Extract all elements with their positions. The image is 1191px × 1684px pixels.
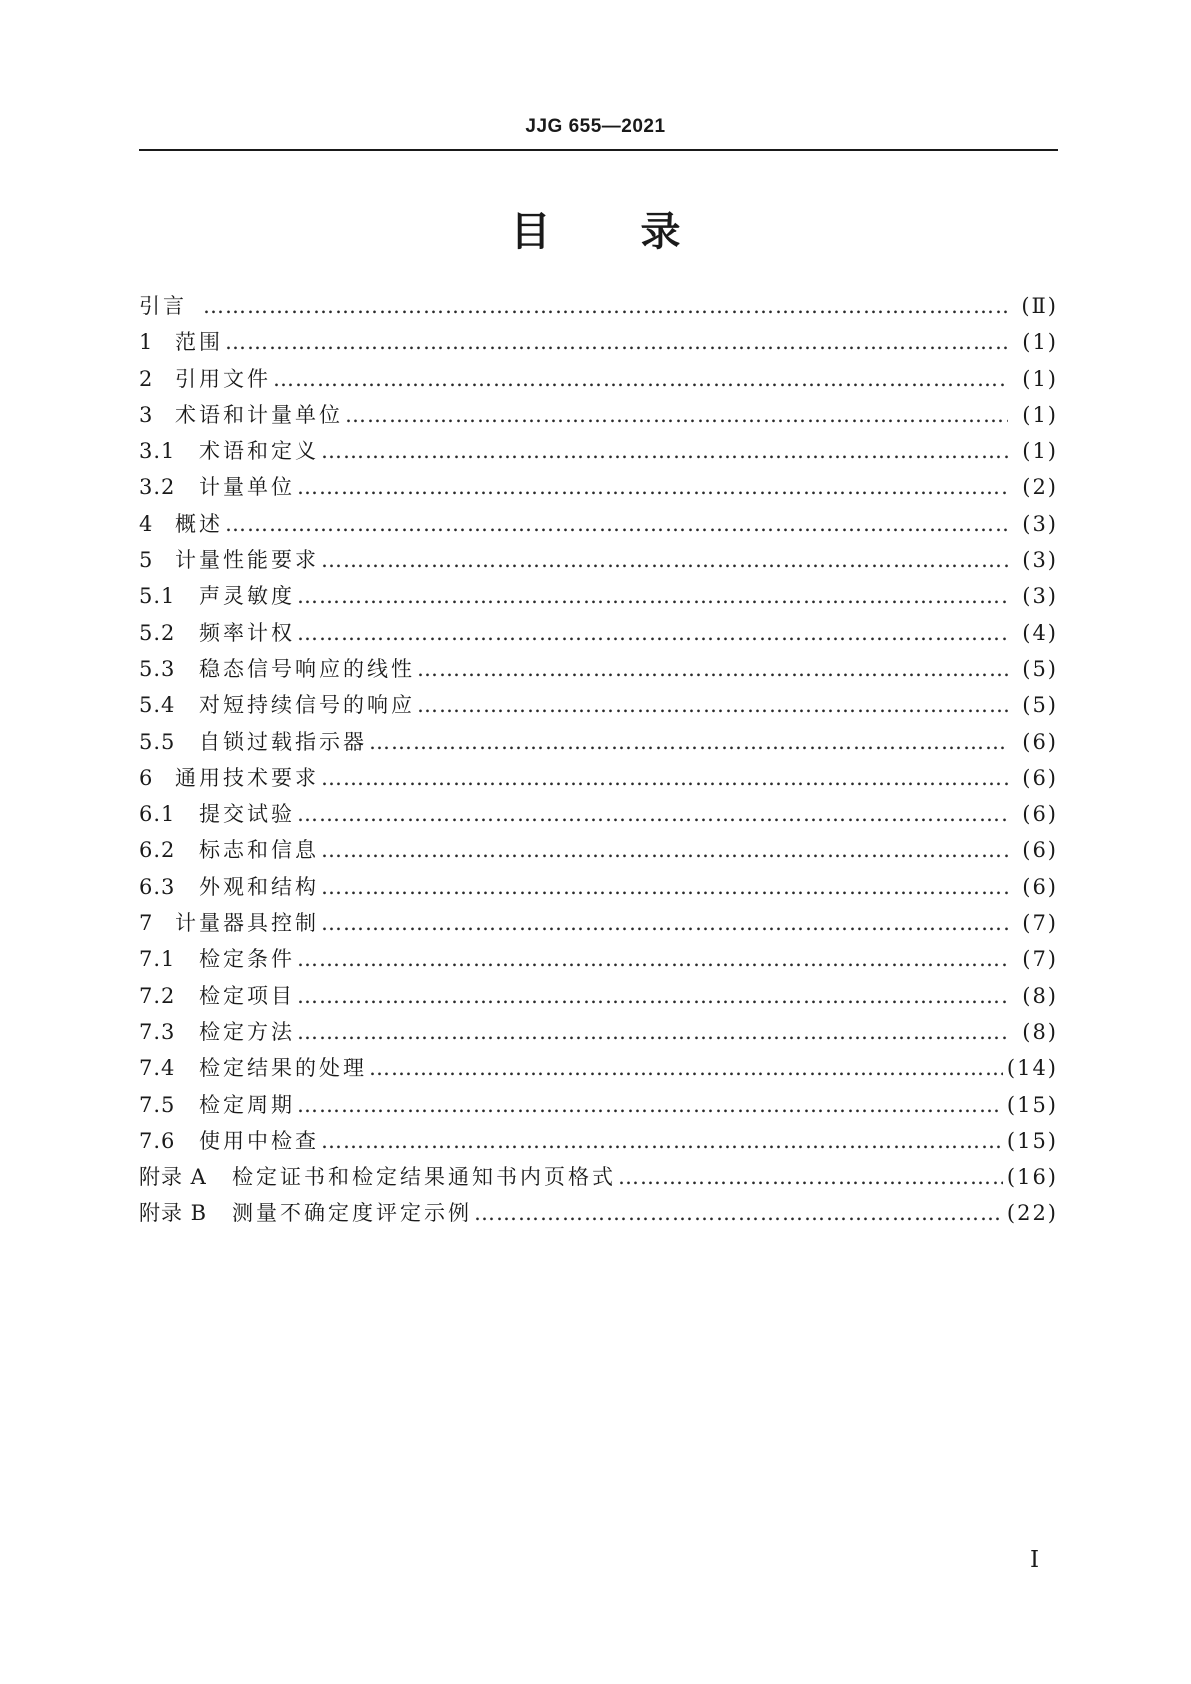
toc-entry[interactable] xyxy=(139,687,1058,723)
toc-entry-number: 附录 A xyxy=(139,1165,207,1190)
toc-entry-page: (14) xyxy=(1006,1056,1058,1081)
toc-entry-page: (6) xyxy=(1022,874,1058,899)
toc-entry-number: 6.2 xyxy=(139,838,176,863)
toc-entry-label: 检定结果的处理 xyxy=(199,1056,367,1081)
toc-entry-number: 7.1 xyxy=(139,947,176,972)
toc-dot-leader xyxy=(321,905,1008,941)
toc-entry-page: (2) xyxy=(1022,475,1058,500)
toc-entry-number: 4 xyxy=(139,511,154,536)
toc-entry-label: 计量性能要求 xyxy=(175,548,319,573)
toc-entry-page: (6) xyxy=(1022,729,1058,754)
page-title-right: 录 xyxy=(640,209,681,255)
toc-entry[interactable] xyxy=(139,578,1058,614)
toc-entry-number: 3 xyxy=(139,402,154,427)
toc-entry-number: 2 xyxy=(139,366,154,391)
toc-dot-leader xyxy=(297,1014,1008,1050)
toc-entry-number: 5.5 xyxy=(139,729,176,754)
toc-entry-label: 检定条件 xyxy=(199,947,295,972)
toc-entry[interactable] xyxy=(139,941,1058,977)
toc-entry[interactable] xyxy=(139,615,1058,651)
toc-entry[interactable] xyxy=(139,1195,1058,1231)
toc-entry-page: (1) xyxy=(1022,330,1058,355)
toc-entry-label: 概述 xyxy=(175,511,223,536)
toc-entry-page: (8) xyxy=(1022,983,1058,1008)
toc-entry-number: 7.5 xyxy=(139,1092,176,1117)
toc-dot-leader xyxy=(297,796,1008,832)
toc-entry-page: (1) xyxy=(1022,402,1058,427)
toc-entry-number: 1 xyxy=(139,330,154,355)
toc-dot-leader xyxy=(321,542,1008,578)
toc-dot-leader xyxy=(417,651,1008,687)
toc-entry-label: 测量不确定度评定示例 xyxy=(232,1201,472,1226)
toc-entry-number: 7.3 xyxy=(139,1019,176,1044)
toc-entry-label: 声灵敏度 xyxy=(199,584,295,609)
toc-entry-page: (6) xyxy=(1022,838,1058,863)
toc-entry[interactable] xyxy=(139,869,1058,905)
toc-entry-label: 检定证书和检定结果通知书内页格式 xyxy=(232,1165,616,1190)
toc-entry-page: (3) xyxy=(1022,548,1058,573)
toc-entry-label: 使用中检查 xyxy=(199,1128,319,1153)
toc-entry-number: 6.1 xyxy=(139,802,176,827)
toc-entry-label: 术语和定义 xyxy=(199,439,319,464)
toc-entry[interactable] xyxy=(139,1087,1058,1123)
toc-entry-label: 检定方法 xyxy=(199,1019,295,1044)
toc-entry-label: 引言 xyxy=(139,294,187,318)
toc-entry-number: 附录 B xyxy=(139,1201,208,1226)
toc-dot-leader xyxy=(203,288,1008,324)
toc-entry[interactable] xyxy=(139,506,1058,542)
toc-entry-number: 7.2 xyxy=(139,983,176,1008)
toc-entry-label: 计量器具控制 xyxy=(175,911,319,936)
toc-entry-number: 7.4 xyxy=(139,1056,176,1081)
toc-entry-number: 7 xyxy=(139,911,154,936)
page-number: I xyxy=(1030,1547,1040,1573)
toc-entry-page: (15) xyxy=(1006,1092,1058,1117)
header-rule xyxy=(139,149,1058,151)
toc-entry-page: (5) xyxy=(1022,693,1058,718)
toc-entry-number: 7.6 xyxy=(139,1128,176,1153)
toc-dot-leader xyxy=(297,615,1008,651)
table-of-contents xyxy=(139,288,1058,1232)
toc-dot-leader xyxy=(297,941,1008,977)
toc-dot-leader xyxy=(474,1195,1003,1231)
toc-entry-number: 5.4 xyxy=(139,693,176,718)
toc-dot-leader xyxy=(369,724,1008,760)
toc-dot-leader xyxy=(321,433,1008,469)
toc-entry[interactable] xyxy=(139,724,1058,760)
toc-entry-label: 频率计权 xyxy=(199,620,295,645)
toc-entry-label: 自锁过载指示器 xyxy=(199,729,367,754)
toc-entry-page: (22) xyxy=(1006,1201,1058,1226)
toc-entry-page: (7) xyxy=(1022,911,1058,936)
toc-dot-leader xyxy=(321,760,1008,796)
toc-entry-label: 标志和信息 xyxy=(199,838,319,863)
toc-dot-leader xyxy=(297,1087,1003,1123)
toc-entry-label: 提交试验 xyxy=(199,802,295,827)
page-title-left: 目 xyxy=(510,209,551,255)
toc-entry-page: (8) xyxy=(1022,1019,1058,1044)
document-code: JJG 655—2021 xyxy=(525,116,666,137)
toc-entry-label: 通用技术要求 xyxy=(175,765,319,790)
toc-entry-label: 对短持续信号的响应 xyxy=(199,693,415,718)
toc-entry-number: 5.2 xyxy=(139,620,176,645)
toc-entry[interactable] xyxy=(139,796,1058,832)
toc-entry-number: 3.1 xyxy=(139,439,176,464)
toc-entry[interactable] xyxy=(139,832,1058,868)
toc-dot-leader xyxy=(225,324,1008,360)
toc-dot-leader xyxy=(417,687,1008,723)
toc-entry-label: 术语和计量单位 xyxy=(175,402,343,427)
toc-entry-page: (3) xyxy=(1022,584,1058,609)
toc-entry-number: 5.3 xyxy=(139,656,176,681)
toc-entry[interactable] xyxy=(139,361,1058,397)
toc-entry-page: (3) xyxy=(1022,511,1058,536)
toc-entry[interactable] xyxy=(139,397,1058,433)
toc-entry-label: 计量单位 xyxy=(199,475,295,500)
toc-entry-page: (Ⅱ) xyxy=(1021,294,1058,318)
toc-entry[interactable] xyxy=(139,542,1058,578)
toc-entry-page: (1) xyxy=(1022,439,1058,464)
toc-dot-leader xyxy=(369,1050,1003,1086)
toc-entry[interactable] xyxy=(139,651,1058,687)
toc-entry[interactable] xyxy=(139,1123,1058,1159)
toc-entry-label: 稳态信号响应的线性 xyxy=(199,656,415,681)
toc-dot-leader xyxy=(345,397,1008,433)
toc-entry-page: (7) xyxy=(1022,947,1058,972)
toc-entry[interactable] xyxy=(139,288,1058,324)
toc-entry[interactable] xyxy=(139,433,1058,469)
toc-entry-number: 6 xyxy=(139,765,154,790)
toc-entry-label: 外观和结构 xyxy=(199,874,319,899)
toc-entry-number: 5 xyxy=(139,548,154,573)
toc-dot-leader xyxy=(321,869,1008,905)
toc-entry-page: (4) xyxy=(1022,620,1058,645)
page-title xyxy=(0,200,1191,257)
toc-entry-label: 检定项目 xyxy=(199,983,295,1008)
toc-dot-leader xyxy=(297,469,1008,505)
toc-entry-page: (15) xyxy=(1006,1128,1058,1153)
toc-entry-label: 范围 xyxy=(175,330,223,355)
toc-entry-number: 3.2 xyxy=(139,475,176,500)
toc-entry-label: 检定周期 xyxy=(199,1092,295,1117)
toc-entry[interactable] xyxy=(139,1050,1058,1086)
toc-entry-page: (5) xyxy=(1022,656,1058,681)
toc-entry-label: 引用文件 xyxy=(175,366,271,391)
toc-entry[interactable] xyxy=(139,469,1058,505)
toc-entry[interactable] xyxy=(139,1159,1058,1195)
toc-dot-leader xyxy=(297,578,1008,614)
toc-entry[interactable] xyxy=(139,978,1058,1014)
toc-entry[interactable] xyxy=(139,1014,1058,1050)
toc-entry-number: 5.1 xyxy=(139,584,176,609)
toc-entry[interactable] xyxy=(139,760,1058,796)
toc-dot-leader xyxy=(618,1159,1003,1195)
toc-entry-page: (16) xyxy=(1006,1165,1058,1190)
toc-dot-leader xyxy=(273,361,1008,397)
toc-dot-leader xyxy=(225,506,1008,542)
toc-dot-leader xyxy=(321,1123,1003,1159)
toc-entry-page: (6) xyxy=(1022,765,1058,790)
toc-dot-leader xyxy=(321,832,1008,868)
toc-entry-page: (6) xyxy=(1022,802,1058,827)
toc-entry[interactable] xyxy=(139,324,1058,360)
toc-entry[interactable] xyxy=(139,905,1058,941)
toc-dot-leader xyxy=(297,978,1008,1014)
toc-entry-page: (1) xyxy=(1022,366,1058,391)
toc-entry-number: 6.3 xyxy=(139,874,176,899)
